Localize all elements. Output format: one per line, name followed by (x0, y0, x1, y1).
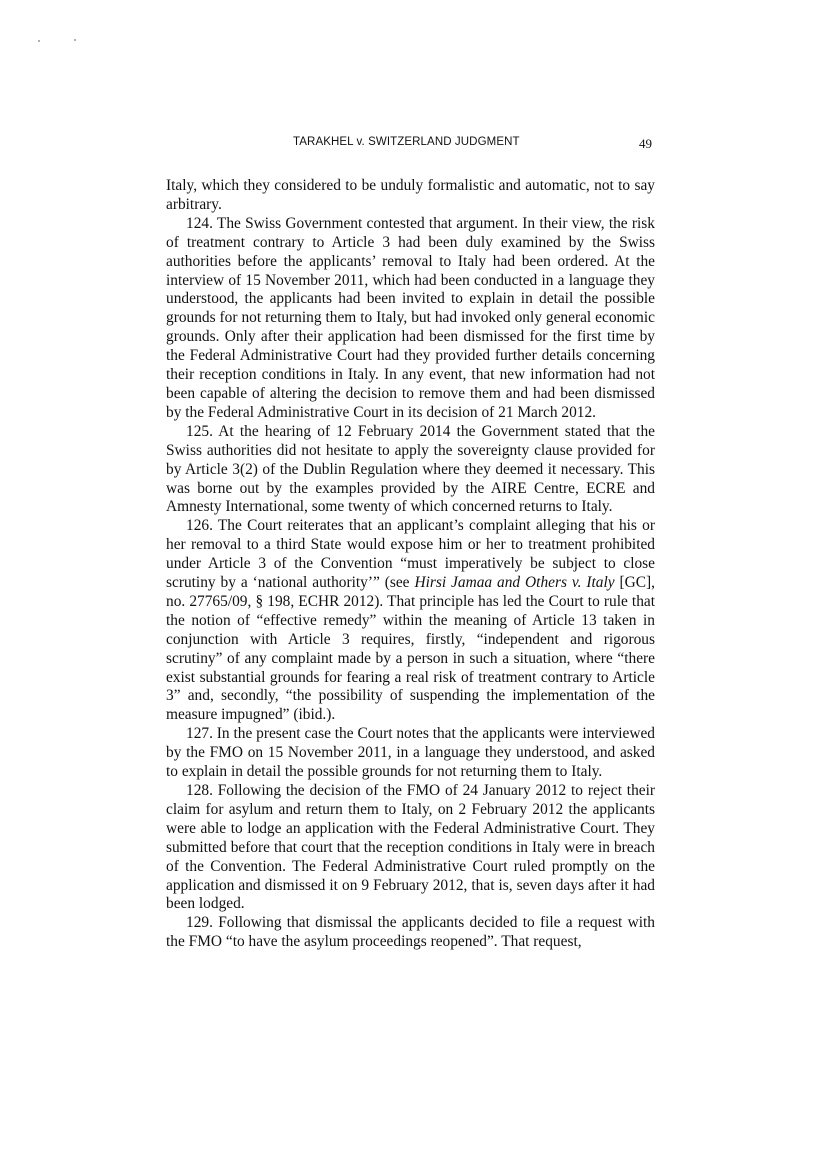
paragraph-continuation: Italy, which they considered to be unduly formalistic and automatic, not to say arbitrary. (166, 177, 655, 213)
paragraph-125: 125. At the hearing of 12 February 2014 the Government stated that the Swiss authorities did not hesitate to apply the sovereignty clause provided for by Article 3(2) of the Dublin Regulation where they deemed it necessary. This was borne out by the examples provided by the AIRE Centre, ECRE and Amnesty International, some twenty of which concerned returns to Italy. (166, 422, 655, 516)
paragraph-126-text-b: [GC], no. 27765/09, § 198, ECHR 2012). That principle has led the Court to rule that the notion of “effective remedy” within the meaning of Article 13 taken in conjunction with Article 3 requires, firstly, “independent and rigorous scrutiny” of any complaint made by a person in such a situation, where “there exist substantial grounds for fearing a real risk of treatment contrary to Article 3” and, secondly, “the possibility of suspending the implementation of the measure impugned” (ibid.). (166, 574, 655, 724)
case-citation: Hirsi Jamaa and Others v. Italy (414, 574, 615, 592)
scan-speck (74, 39, 76, 41)
paragraph-126-text-a: 126. The Court reiterates that an applicant’s complaint alleging that his or her removal to a third State would expose him or her to treatment prohibited under Article 3 of the Convention “must imperatively be subject to close scrutiny by a ‘national authority’” (see (166, 517, 655, 592)
paragraph-129: 129. Following that dismissal the applicants decided to file a request with the FMO “to have the asylum proceedings reopened”. That request, (166, 914, 655, 951)
paragraph-128: 128. Following the decision of the FMO of 24 January 2012 to reject their claim for asylum and return them to Italy, on 2 February 2012 the applicants were able to lodge an application with the Federal Administrative Court. They submitted before that court that the reception conditions in Italy were in breach of the Convention. The Federal Administrative Court ruled promptly on the application and dismissed it on 9 February 2012, that is, seven days after it had been lodged. (166, 782, 655, 913)
running-header (166, 136, 656, 154)
scan-speck (38, 40, 40, 42)
paragraph-127: 127. In the present case the Court notes that the applicants were interviewed by the FMO on 15 November 2011, in a language they understood, and asked to explain in detail the possible grounds for not returning them to Italy. (166, 725, 655, 781)
page-number: 49 (639, 136, 652, 151)
paragraph-124: 124. The Swiss Government contested that argument. In their view, the risk of treatment contrary to Article 3 had been duly examined by the Swiss authorities before the applicants’ removal to Italy had been ordered. At the interview of 15 November 2011, which had been conducted in a language they understood, the applicants had been invited to explain in detail the possible grounds for not returning them to Italy, but had invoked only general economic grounds. Only after their application had been dismissed for the first time by the Federal Administrative Court had they provided further details concerning their reception conditions in Italy. In any event, that new information had not been capable of altering the decision to remove them and had been dismissed by the Federal Administrative Court in its decision of 21 March 2012. (166, 214, 655, 421)
paragraph-126 (166, 517, 655, 725)
running-title: TARAKHEL v. SWITZERLAND JUDGMENT (293, 136, 520, 148)
judgment-body (166, 177, 655, 952)
